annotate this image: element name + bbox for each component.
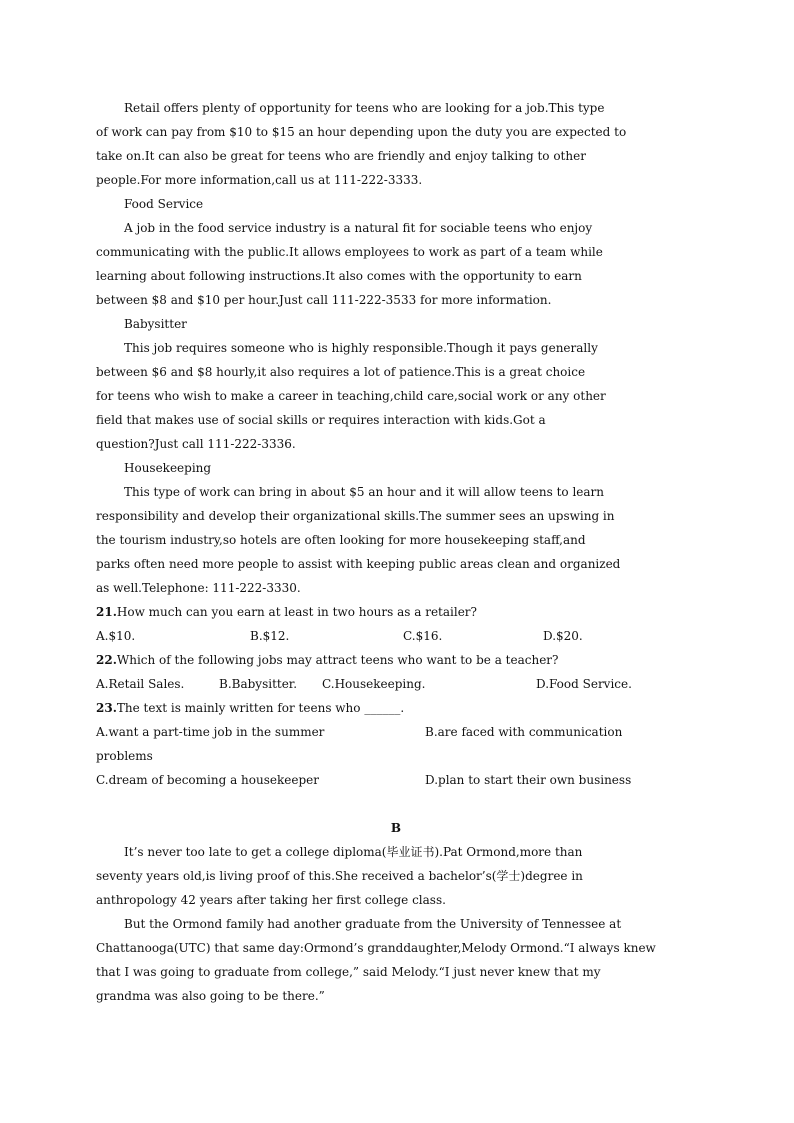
question-text: The text is mainly written for teens who ______. xyxy=(116,701,405,715)
babysitter-heading: Babysitter xyxy=(124,317,187,331)
question-21-options xyxy=(96,624,696,648)
text-line: grandma was also going to be there.” xyxy=(96,989,325,1003)
text-line: take on.It can also be great for teens who are friendly and enjoy talking to other xyxy=(96,149,586,163)
question-text: How much can you earn at least in two hours as a retailer? xyxy=(116,605,477,619)
text-line: people.For more information,call us at 111-222-3333. xyxy=(96,173,423,187)
text-line: Retail offers plenty of opportunity for teens who are looking for a job.This type xyxy=(124,101,605,115)
section-b-paragraph-1 xyxy=(96,840,696,912)
question-22-options xyxy=(96,672,696,696)
document-page xyxy=(96,96,696,1008)
babysitter-paragraph xyxy=(96,336,696,456)
text-line: field that makes use of social skills or requires interaction with kids.Got a xyxy=(96,413,546,427)
question-22 xyxy=(96,648,696,672)
text-line: communicating with the public.It allows employees to work as part of a team while xyxy=(96,245,603,259)
question-23-options-row1 xyxy=(96,720,696,744)
option-c[interactable]: C.Housekeeping. xyxy=(322,677,426,691)
text-line: This type of work can bring in about $5 an hour and it will allow teens to learn xyxy=(124,485,604,499)
text-line: But the Ormond family had another graduate from the University of Tennessee at xyxy=(124,917,622,931)
option-c[interactable]: C.$16. xyxy=(403,629,443,643)
text-line: between $8 and $10 per hour.Just call 111-222-3533 for more information. xyxy=(96,293,552,307)
option-a[interactable]: A.Retail Sales. xyxy=(96,677,185,691)
question-23 xyxy=(96,696,696,720)
text-line: parks often need more people to assist with keeping public areas clean and organized xyxy=(96,557,621,571)
text-line: question?Just call 111-222-3336. xyxy=(96,437,296,451)
food-service-paragraph xyxy=(96,216,696,312)
option-c[interactable]: C.dream of becoming a housekeeper xyxy=(96,773,319,787)
section-b-label: B xyxy=(390,821,402,835)
question-23-options-row2 xyxy=(96,768,696,792)
text-line: as well.Telephone: 111-222-3330. xyxy=(96,581,301,595)
option-b[interactable]: B.$12. xyxy=(250,629,290,643)
question-number: 22. xyxy=(96,653,117,667)
question-number: 21. xyxy=(96,605,117,619)
option-d[interactable]: D.plan to start their own business xyxy=(425,773,632,787)
option-a[interactable]: A.want a part-time job in the summer xyxy=(96,725,325,739)
option-a[interactable]: A.$10. xyxy=(96,629,136,643)
option-d[interactable]: D.$20. xyxy=(543,629,583,643)
housekeeping-heading: Housekeeping xyxy=(124,461,212,475)
text-line: learning about following instructions.It also comes with the opportunity to earn xyxy=(96,269,582,283)
option-b-continuation: problems xyxy=(96,749,153,763)
text-line: of work can pay from $10 to $15 an hour depending upon the duty you are expected to xyxy=(96,125,627,139)
text-line: between $6 and $8 hourly,it also requires a lot of patience.This is a great choice xyxy=(96,365,586,379)
section-b-paragraph-2 xyxy=(96,912,696,1008)
text-line: the tourism industry,so hotels are often looking for more housekeeping staff,and xyxy=(96,533,586,547)
question-text: Which of the following jobs may attract teens who want to be a teacher? xyxy=(116,653,559,667)
text-line: that I was going to graduate from college,” said Melody.“I just never knew that my xyxy=(96,965,601,979)
retail-paragraph xyxy=(96,96,696,192)
housekeeping-paragraph xyxy=(96,480,696,600)
text-line: for teens who wish to make a career in teaching,child care,social work or any other xyxy=(96,389,606,403)
text-line: Chattanooga(UTC) that same day:Ormond’s granddaughter,Melody Ormond.“I always knew xyxy=(96,941,656,955)
option-d[interactable]: D.Food Service. xyxy=(536,677,632,691)
question-number: 23. xyxy=(96,701,117,715)
text-line: It’s never too late to get a college diploma(毕业证书).Pat Ormond,more than xyxy=(124,845,583,859)
text-line: responsibility and develop their organizational skills.The summer sees an upswing in xyxy=(96,509,615,523)
text-line: This job requires someone who is highly responsible.Though it pays generally xyxy=(124,341,598,355)
spacer xyxy=(96,792,696,816)
text-line: anthropology 42 years after taking her first college class. xyxy=(96,893,446,907)
food-service-heading: Food Service xyxy=(124,197,204,211)
option-b[interactable]: B.Babysitter. xyxy=(219,677,298,691)
text-line: seventy years old,is living proof of this.She received a bachelor’s(学士)degree in xyxy=(96,869,583,883)
question-21 xyxy=(96,600,696,624)
option-b[interactable]: B.are faced with communication xyxy=(425,725,623,739)
text-line: A job in the food service industry is a natural fit for sociable teens who enjoy xyxy=(124,221,593,235)
